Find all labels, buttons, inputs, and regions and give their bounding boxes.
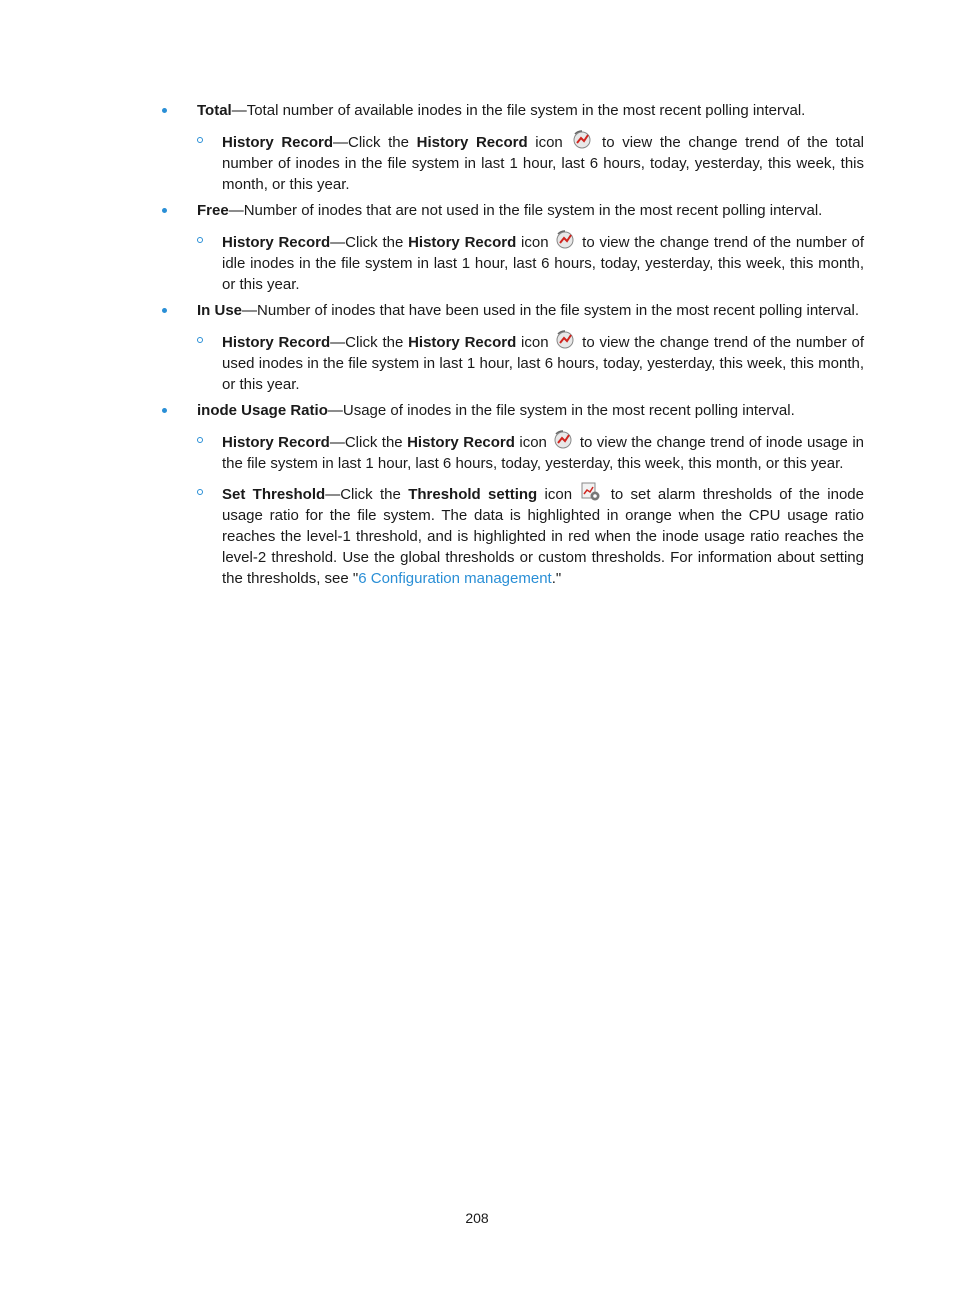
sub-bullet-circle [197, 337, 203, 343]
term-history-record: History Record [222, 234, 331, 251]
page-number: 208 [465, 1210, 489, 1226]
sub-text: icon [537, 486, 580, 503]
bullet-dot [162, 108, 167, 113]
bullet-dot [162, 208, 167, 213]
sub-text: —Click the [330, 234, 409, 251]
sub-text: —Click the [333, 134, 417, 151]
term-free: Free [197, 202, 229, 219]
sub-text: to view the change trend of the number of idle inodes in the file system in last 1 hour, last 6 hours, today, yesterday, this week, this month, or this year. [222, 234, 864, 293]
term-total: Total [197, 102, 232, 119]
sub-text: —Click the [329, 434, 408, 451]
sub-text: —Click the [325, 486, 409, 503]
desc-in-use: —Number of inodes that have been used in the file system in the most recent polling interval. [242, 302, 860, 319]
bullet-dot [162, 308, 167, 313]
term-history-record: History Record [222, 334, 331, 351]
history-record-icon[interactable] [555, 330, 575, 350]
sub-text: ." [551, 570, 562, 587]
ui-label-history-record: History Record [408, 234, 517, 251]
term-in-use: In Use [197, 302, 243, 319]
history-record-icon[interactable] [553, 430, 573, 450]
sub-text: icon [516, 234, 554, 251]
threshold-setting-icon[interactable] [581, 482, 601, 502]
term-history-record: History Record [222, 434, 330, 451]
sub-text: to view the change trend of inode usage in the file system in last 1 hour, last 6 hours, today, yesterday, this week, this month, or this year. [222, 434, 864, 472]
desc-total: —Total number of available inodes in the file system in the most recent polling interval. [231, 102, 806, 119]
ui-label-threshold-setting: Threshold setting [408, 486, 538, 503]
ui-label-history-record: History Record [407, 434, 515, 451]
history-record-icon[interactable] [572, 130, 592, 150]
sub-text: to view the change trend of the total number of inodes in the file system in last 1 hour, last 6 hours, today, yesterday, this week, this month, or this year. [222, 134, 864, 193]
desc-inode-usage-ratio: —Usage of inodes in the file system in the most recent polling interval. [327, 402, 795, 419]
sub-text: —Click the [330, 334, 409, 351]
sub-bullet-circle [197, 137, 203, 143]
term-history-record: History Record [222, 134, 333, 151]
sub-bullet-circle [197, 437, 203, 443]
sub-text: icon [514, 434, 552, 451]
sub-text: to set alarm thresholds of the inode usage ratio for the file system. The data is highlighted in orange when the CPU usage ratio reaches the level-1 threshold, and is highlighted in red when the inode usage ratio reaches the level-2 threshold. Use the global thresholds or custom thresholds. For information about setting the thresholds, see " [222, 486, 864, 587]
sub-bullet-circle [197, 489, 203, 495]
ui-label-history-record: History Record [416, 134, 528, 151]
configuration-management-link[interactable]: 6 Configuration management [358, 570, 552, 587]
term-inode-usage-ratio: inode Usage Ratio [197, 402, 328, 419]
ui-label-history-record: History Record [408, 334, 517, 351]
term-set-threshold: Set Threshold [222, 486, 326, 503]
sub-text: icon [516, 334, 554, 351]
sub-text: icon [527, 134, 571, 151]
sub-text: to view the change trend of the number of used inodes in the file system in last 1 hour, last 6 hours, today, yesterday, this week, this month, or this year. [222, 334, 864, 393]
sub-bullet-circle [197, 237, 203, 243]
desc-free: —Number of inodes that are not used in the file system in the most recent polling interval. [228, 202, 823, 219]
bullet-dot [162, 408, 167, 413]
history-record-icon[interactable] [555, 230, 575, 250]
